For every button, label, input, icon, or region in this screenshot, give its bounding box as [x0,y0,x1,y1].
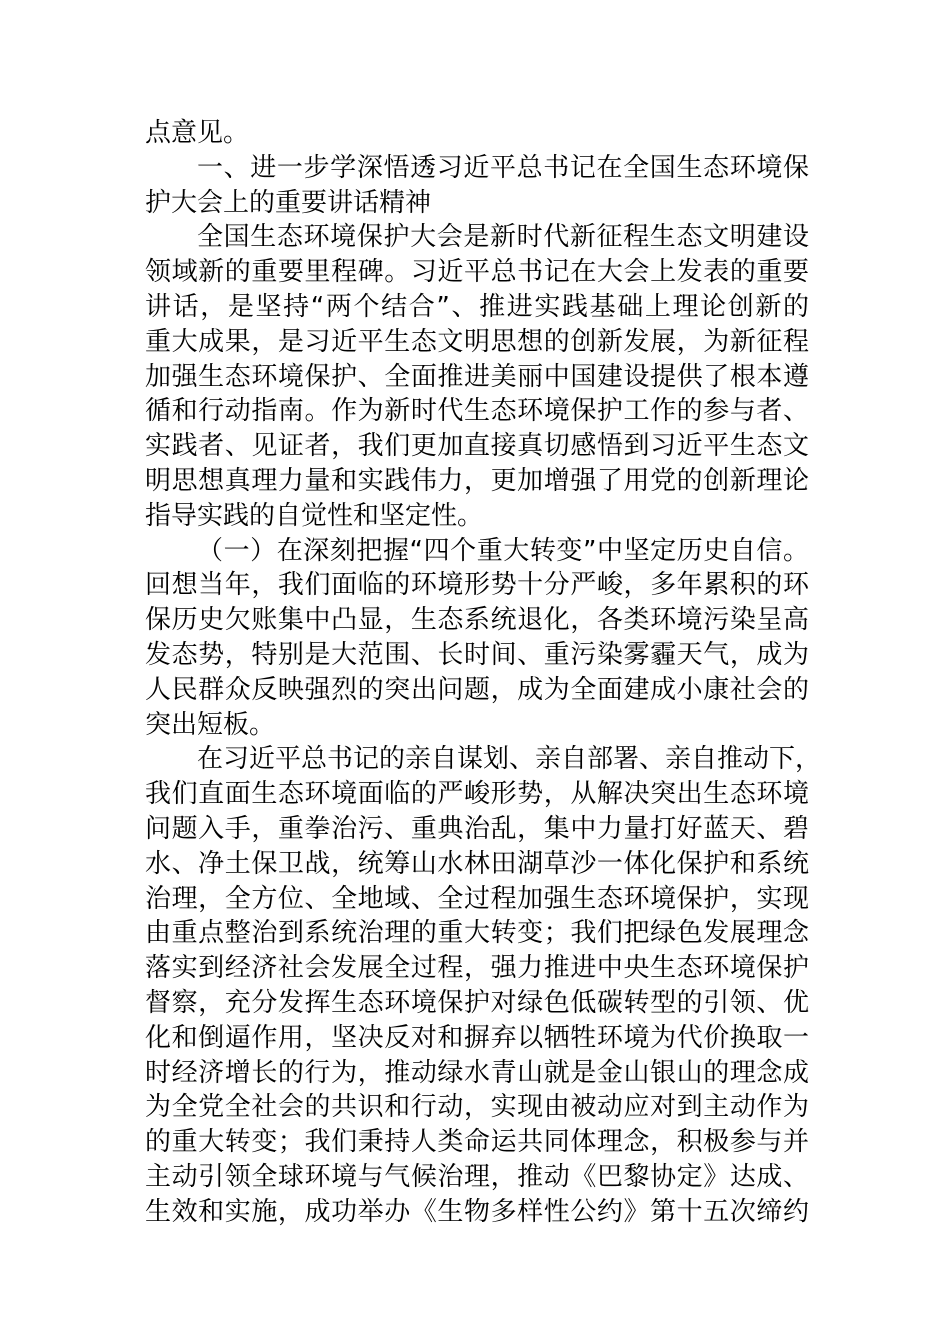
text-line: 的重大转变；我们秉持人类命运共同体理念，积极参与并 [145,1127,809,1158]
text-line: 一、进一步学深悟透习近平总书记在全国生态环境保 [197,152,809,183]
text-line: 我们直面生态环境面临的严峻形势，从解决突出生态环境 [145,779,809,810]
text-line: 落实到经济社会发展全过程，强力推进中央生态环境保护 [145,953,809,984]
text-line: 治理，全方位、全地域、全过程加强生态环境保护，实现 [145,883,809,914]
text-line: 生效和实施，成功举办《生物多样性公约》第十五次缔约 [145,1196,809,1227]
text-line: 指导实践的自觉性和坚定性。 [145,500,484,531]
text-line: 护大会上的重要讲话精神 [145,187,432,218]
text-line: 为全党全社会的共识和行动，实现由被动应对到主动作为 [145,1092,809,1123]
text-line: 水、净土保卫战，统筹山水林田湖草沙一体化保护和系统 [145,848,809,879]
text-line: 人民群众反映强烈的突出问题，成为全面建成小康社会的 [145,674,809,705]
text-line: 在习近平总书记的亲自谋划、亲自部署、亲自推动下， [197,744,822,775]
text-line: 时经济增长的行为，推动绿水青山就是金山银山的理念成 [145,1057,809,1088]
text-line: 循和行动指南。作为新时代生态环境保护工作的参与者、 [145,396,809,427]
text-line: 保历史欠账集中凸显，生态系统退化，各类环境污染呈高 [145,605,809,636]
text-line: 回想当年，我们面临的环境形势十分严峻，多年累积的环 [145,570,809,601]
text-line: 全国生态环境保护大会是新时代新征程生态文明建设 [197,222,809,253]
text-line: 明思想真理力量和实践伟力，更加增强了用党的创新理论 [145,465,809,496]
text-line: 加强生态环境保护、全面推进美丽中国建设提供了根本遵 [145,361,809,392]
text-line: 问题入手，重拳治污、重典治乱，集中力量打好蓝天、碧 [145,813,809,844]
text-line: 领域新的重要里程碑。习近平总书记在大会上发表的重要 [145,257,809,288]
text-line: 发态势，特别是大范围、长时间、重污染雾霾天气，成为 [145,639,809,670]
text-line: 点意见。 [145,118,250,148]
text-line: 重大成果，是习近平生态文明思想的创新发展，为新征程 [145,326,809,357]
text-line: 化和倒逼作用，坚决反对和摒弃以牺牲环境为代价换取一 [145,1022,809,1053]
text-line: 主动引领全球环境与气候治理，推动《巴黎协定》达成、 [145,1161,809,1192]
text-line: （一）在深刻把握“四个重大转变”中坚定历史自信。 [197,535,809,566]
document-body-text [145,116,822,1230]
text-line: 督察，充分发挥生态环境保护对绿色低碳转型的引领、优 [145,987,809,1018]
text-line: 突出短板。 [145,709,276,740]
text-line: 由重点整治到系统治理的重大转变；我们把绿色发展理念 [145,918,809,949]
text-line: 实践者、见证者，我们更加直接真切感悟到习近平生态文 [145,431,809,462]
text-line: 讲话，是坚持“两个结合”、推进实践基础上理论创新的 [145,291,809,322]
